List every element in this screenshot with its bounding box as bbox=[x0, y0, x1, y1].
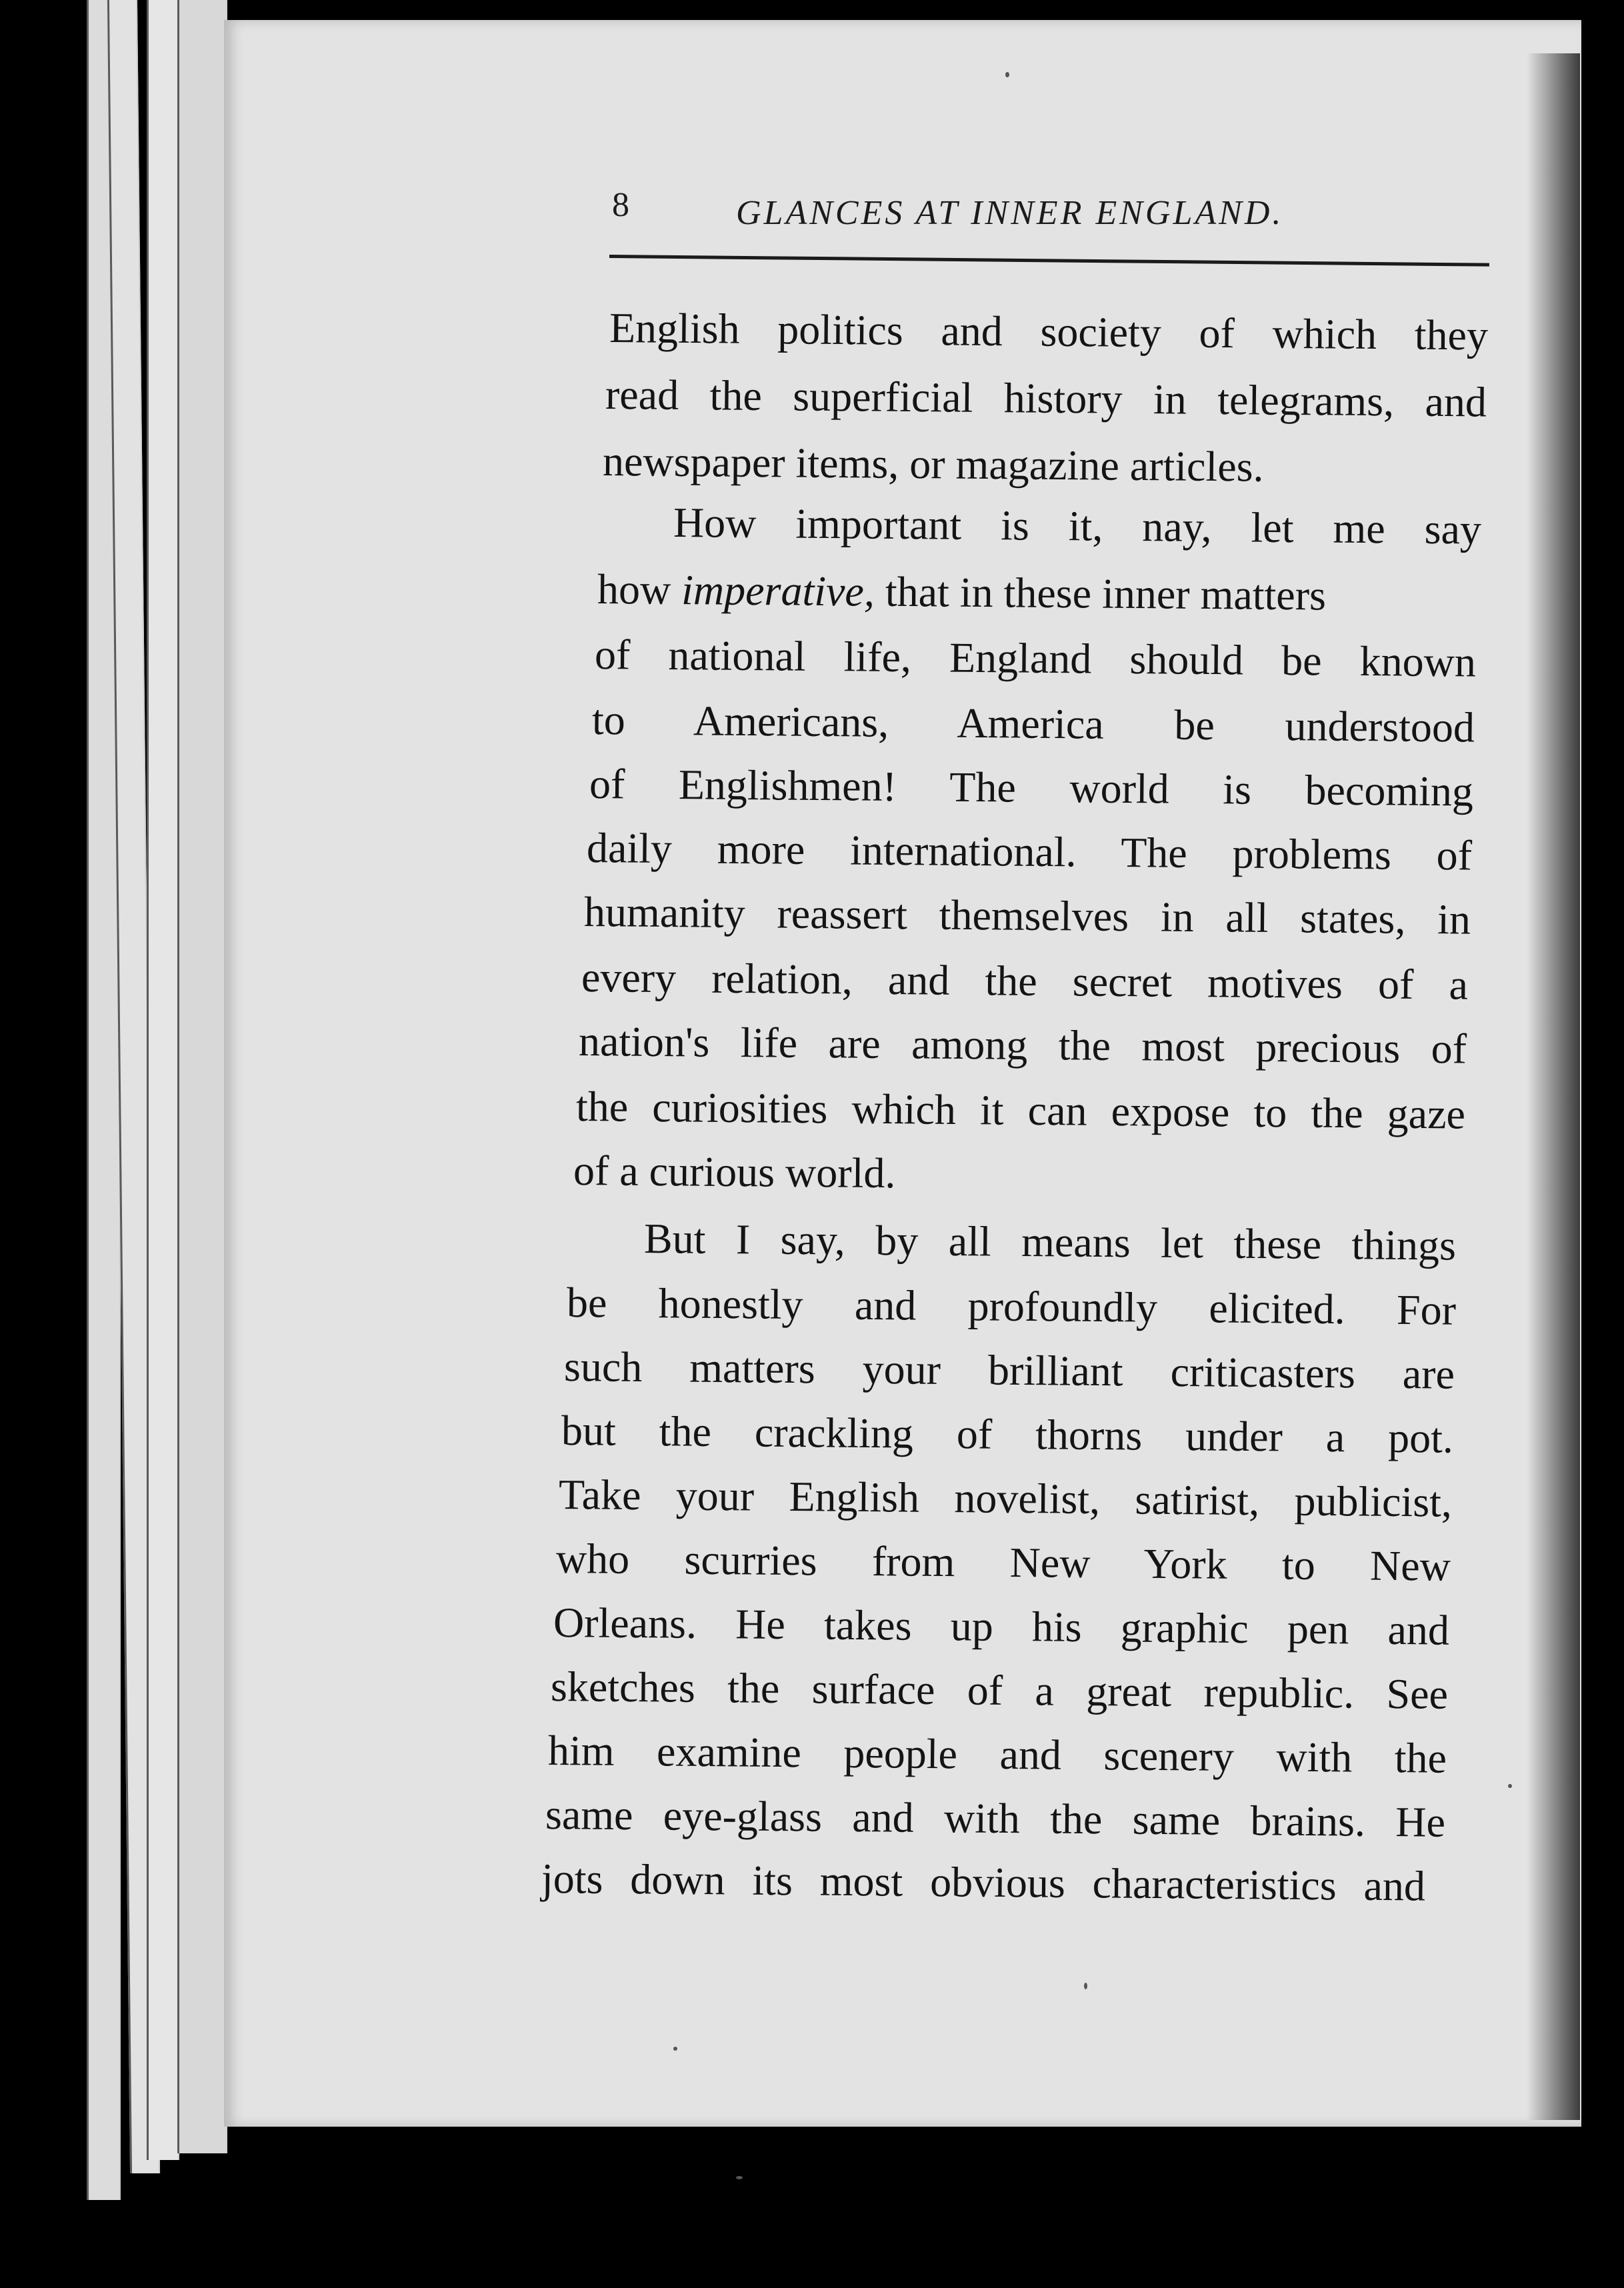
text-line: who scurries from New York to New bbox=[555, 1535, 1451, 1590]
text-line: him examine people and scenery with the bbox=[547, 1727, 1447, 1782]
scan-speck bbox=[1508, 1784, 1512, 1788]
scan-speck bbox=[1084, 1983, 1087, 1989]
text-line: jots down its most obvious characteristics and bbox=[541, 1855, 1426, 1910]
text-line: read the superficial history in telegrams, and bbox=[605, 371, 1487, 426]
text-line: humanity reassert themselves in all states, in bbox=[583, 888, 1471, 943]
scan-speck bbox=[673, 2047, 677, 2051]
text-line: same eye-glass and with the same brains. He bbox=[545, 1791, 1446, 1846]
text-line: But I say, by all means let these things bbox=[643, 1215, 1457, 1269]
text-line: nation's life are among the most precious of bbox=[578, 1017, 1467, 1073]
page-number: 8 bbox=[612, 186, 629, 224]
text-line: be honestly and profoundly elicited. For bbox=[566, 1279, 1457, 1334]
text-line: the curiosities which it can expose to the gaze bbox=[575, 1083, 1466, 1138]
line-rest: that in these inner matters bbox=[885, 567, 1327, 619]
text-line: sketches the surface of a great republic. See bbox=[550, 1663, 1449, 1718]
line-prefix: how bbox=[597, 565, 671, 613]
italic-word: imperative, bbox=[681, 566, 875, 615]
text-line: to Americans, America be understood bbox=[591, 696, 1475, 751]
text-line: newspaper items, or magazine articles. bbox=[602, 437, 1264, 491]
text-line: of a curious world. bbox=[573, 1147, 896, 1197]
text-line: such matters your brilliant criticasters are bbox=[563, 1343, 1455, 1398]
text-line: Orleans. He takes up his graphic pen and bbox=[553, 1599, 1450, 1654]
text-line: daily more international. The problems of bbox=[586, 824, 1473, 879]
text-line bbox=[597, 565, 1478, 619]
text-line: of national life, England should be known bbox=[594, 631, 1477, 686]
scan-speck bbox=[736, 2176, 743, 2179]
running-head: GLANCES AT INNER ENGLAND. bbox=[736, 194, 1284, 232]
text-line: How important is it, nay, let me say bbox=[673, 499, 1482, 553]
text-line: Take your English novelist, satirist, publicist, bbox=[558, 1471, 1453, 1526]
text-line: every relation, and the secret motives of a bbox=[581, 953, 1469, 1009]
text-line: but the crackling of thorns under a pot. bbox=[561, 1407, 1454, 1462]
scan-speck bbox=[1005, 72, 1009, 77]
text-line: English politics and society of which they bbox=[609, 304, 1489, 359]
text-line: of Englishmen! The world is becoming bbox=[589, 760, 1474, 815]
